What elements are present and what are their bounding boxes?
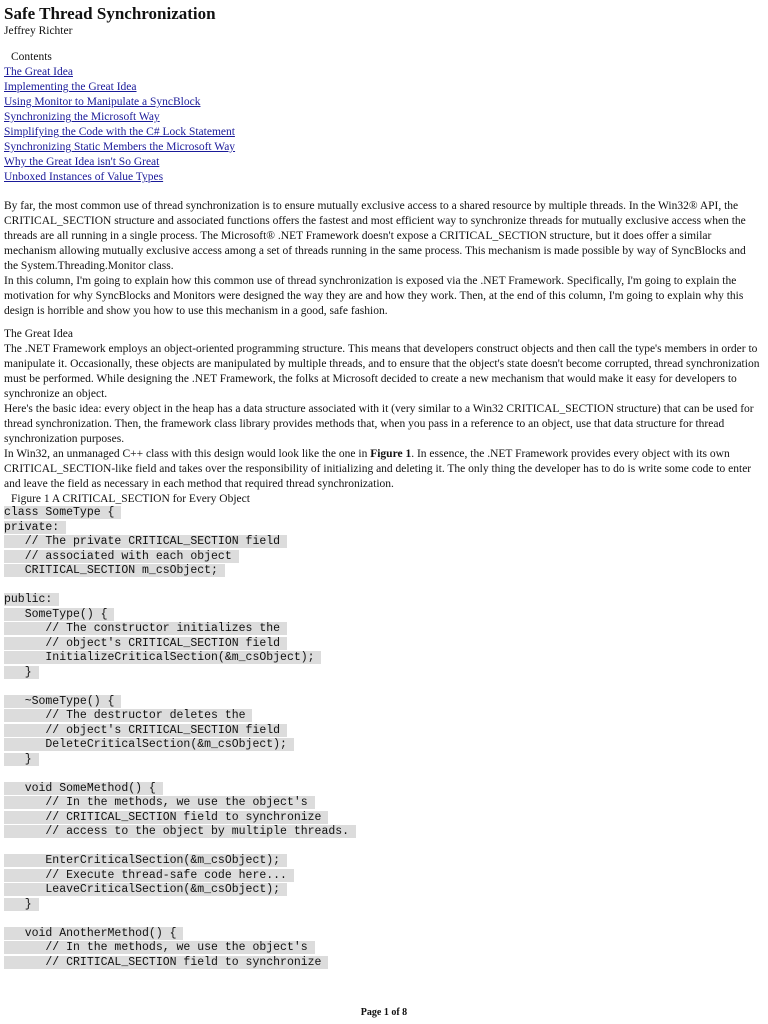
code-line-text: } <box>4 897 39 911</box>
toc-item <box>4 170 762 185</box>
figure-reference: Figure 1 <box>370 448 412 460</box>
code-line <box>4 666 762 681</box>
code-line <box>4 840 762 855</box>
code-line-text: // access to the object by multiple threads. <box>4 825 356 838</box>
code-line <box>4 535 762 550</box>
section-heading-great-idea: The Great Idea <box>4 328 73 340</box>
intro-paragraph-1: By far, the most common use of thread synchronization is to ensure mutually exclusive access to a shared resource by multiple threads. In the Win32® API, the CRITICAL_SECTION structure and associated functions offers the fastest and most efficient way to synchronize threads for mutually exclusive access when the threads are all running in a single process. The Microsoft® .NET Framework doesn't expose a CRITICAL_SECTION structure, but it does offer a similar mechanism allowing mutually exclusive access among a set of threads running in the same process. This mechanism is made possible by way of SyncBlocks and the System.Threading.Monitor class. <box>4 200 746 272</box>
code-line-text: LeaveCriticalSection(&m_csObject); <box>4 883 287 896</box>
toc-link-microsoft-way[interactable]: Synchronizing the Microsoft Way <box>4 111 160 123</box>
intro-paragraph-2: In this column, I'm going to explain how this common use of thread synchronization is exposed via the .NET Framework. Specifically, I'm going to explain the motivation for why SyncBlocks and Monitors were designed the way they are and how they work. Then, at the end of this column, I'm going to explain why this design is horrible and show you how to use this mechanism in a good, safe fashion. <box>4 275 744 317</box>
code-line-text: // The constructor initializes the <box>4 622 287 635</box>
code-line <box>4 550 762 565</box>
article-title: Safe Thread Synchronization <box>4 4 216 23</box>
code-line <box>4 637 762 652</box>
code-line-text: // object's CRITICAL_SECTION field <box>4 636 287 650</box>
toc-item <box>4 65 762 80</box>
code-line-text: SomeType() { <box>4 607 115 621</box>
code-line-text: ~SomeType() { <box>4 694 122 708</box>
code-line <box>4 767 762 782</box>
toc-link-not-so-great[interactable]: Why the Great Idea isn't So Great <box>4 156 160 168</box>
code-line <box>4 811 762 826</box>
code-line-text: CRITICAL_SECTION m_csObject; <box>4 564 225 577</box>
paragraph-text: . In essence, the .NET Framework provides every object with its own CRITICAL_SECTION-like field and takes over the responsibility of initializing and deleting it. The only thing the developer has to do is write some code to enter and leave the field as necessary in each method that required thread synchronization. <box>4 448 752 490</box>
code-line <box>4 927 762 942</box>
code-line <box>4 564 762 579</box>
code-line <box>4 506 762 521</box>
code-line-text: // object's CRITICAL_SECTION field <box>4 723 287 737</box>
code-line <box>4 869 762 884</box>
code-line-text: InitializeCriticalSection(&m_csObject); <box>4 651 322 664</box>
code-line <box>4 680 762 695</box>
code-line-text: private: <box>4 520 67 534</box>
code-line <box>4 782 762 797</box>
code-line-text: // In the methods, we use the object's <box>4 941 315 954</box>
page-number: Page 1 of 8 <box>360 1007 408 1018</box>
code-line-text: // CRITICAL_SECTION field to synchronize <box>4 955 329 969</box>
code-line-text: // CRITICAL_SECTION field to synchronize <box>4 810 329 824</box>
code-line <box>4 593 762 608</box>
document-page <box>4 4 762 970</box>
code-line <box>4 796 762 811</box>
toc-item <box>4 125 762 140</box>
code-line <box>4 912 762 927</box>
code-line <box>4 941 762 956</box>
code-line <box>4 753 762 768</box>
toc-link-implementing[interactable]: Implementing the Great Idea <box>4 81 137 93</box>
code-line-text: class SomeType { <box>4 506 122 519</box>
toc-link-unboxed-value-types[interactable]: Unboxed Instances of Value Types <box>4 171 164 183</box>
code-line <box>4 622 762 637</box>
toc-link-great-idea[interactable]: The Great Idea <box>4 66 73 78</box>
toc-link-monitor-syncblock[interactable]: Using Monitor to Manipulate a SyncBlock <box>4 96 201 108</box>
code-line <box>4 883 762 898</box>
code-line <box>4 709 762 724</box>
toc-item <box>4 95 762 110</box>
toc-link-static-members[interactable]: Synchronizing Static Members the Microsoft Way <box>4 141 236 153</box>
code-line <box>4 608 762 623</box>
section1-paragraph-3 <box>4 447 762 492</box>
toc-link-lock-statement[interactable]: Simplifying the Code with the C# Lock Statement <box>4 126 235 138</box>
code-line-text: // The destructor deletes the <box>4 709 253 722</box>
section1-paragraph-1: The .NET Framework employs an object-oriented programming structure. This means that developers construct objects and then call the type's members in order to manipulate it. Occasionally, these objects are manipulated by multiple threads, and to ensure that the object's state doesn't become corrupted, thread synchronization must be performed. While designing the .NET Framework, the folks at Microsoft decided to create a new mechanism that would make it easy for developers to synchronize an object. <box>4 343 760 400</box>
figure-caption: Figure 1 A CRITICAL_SECTION for Every Object <box>11 493 250 505</box>
code-line-text: EnterCriticalSection(&m_csObject); <box>4 854 287 867</box>
code-line-text: // Execute thread-safe code here... <box>4 868 294 882</box>
section1-paragraph-2: Here's the basic idea: every object in the heap has a data structure associated with it (very similar to a Win32 CRITICAL_SECTION structure) that can be used for thread synchronization. Then, the framework class library provides methods that, when you pass in a reference to an object, use that data structure for thread synchronization purposes. <box>4 403 754 445</box>
code-line-text: public: <box>4 593 60 606</box>
code-line <box>4 738 762 753</box>
code-line <box>4 695 762 710</box>
code-line <box>4 724 762 739</box>
contents-label: Contents <box>11 51 52 63</box>
code-line <box>4 956 762 971</box>
toc-item <box>4 155 762 170</box>
toc-item <box>4 140 762 155</box>
code-listing <box>4 506 762 970</box>
code-line <box>4 579 762 594</box>
code-line-text: DeleteCriticalSection(&m_csObject); <box>4 738 294 751</box>
toc-item <box>4 110 762 125</box>
toc-item <box>4 80 762 95</box>
paragraph-text: In Win32, an unmanaged C++ class with this design would look like the one in <box>4 448 371 460</box>
code-line-text: // associated with each object <box>4 549 239 563</box>
code-line <box>4 854 762 869</box>
code-line-text: void SomeMethod() { <box>4 781 163 795</box>
code-line-text: void AnotherMethod() { <box>4 926 184 940</box>
code-line-text: // In the methods, we use the object's <box>4 796 315 809</box>
code-line <box>4 521 762 536</box>
code-line <box>4 898 762 913</box>
code-line-text: // The private CRITICAL_SECTION field <box>4 535 287 548</box>
code-line <box>4 651 762 666</box>
code-line <box>4 825 762 840</box>
code-line-text: } <box>4 665 39 679</box>
article-author: Jeffrey Richter <box>4 25 73 37</box>
table-of-contents <box>4 65 762 185</box>
code-line-text: } <box>4 752 39 766</box>
